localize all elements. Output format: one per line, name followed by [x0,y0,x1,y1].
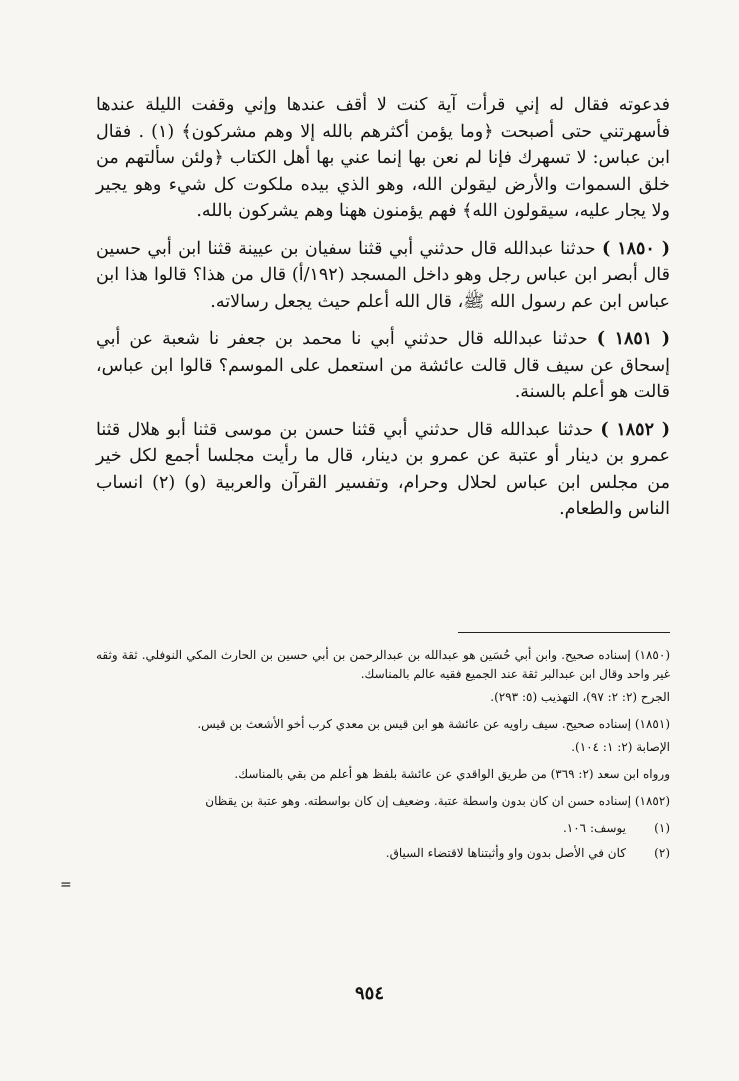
hadith-text: حدثنا عبدالله قال حدثني أبي نا محمد بن جعفر نا شعبة عن أبي إسحاق عن سيف قال قالت عائشة من استعمل على الموسم؟ قالوا ابن عباس، قالت هو أعلم بالسنة. [96,329,670,402]
hadith-number: ( ١٨٥٢ ) [600,419,670,440]
footnote-text: يوسف: ١٠٦. [562,821,626,835]
note-1851: (١٨٥١) إسناده صحيح. سيف راويه عن عائشة هو ابن قيس بن معدي كرب أخو الأشعث بن قيس. [197,717,670,731]
footnote-mark: (٢) [654,846,670,860]
footnote-text: كان في الأصل بدون واو وأثبتناها لاقتضاء السياق. [385,846,626,860]
page-number: ٩٥٤ [354,983,384,1004]
notes-section [96,646,670,869]
hadith-number: ( ١٨٥٠ ) [601,238,670,259]
footnote-2 [96,844,670,863]
hadith-1852 [96,417,670,523]
hadith-number: ( ١٨٥١ ) [596,329,671,349]
note-1851-reference: الإصابة (٢: ١: ١٠٤). [571,740,670,754]
note-1851-more: ورواه ابن سعد (٢: ٣٦٩) من طريق الواقدي عن عائشة بلفظ هو أعلم من بقي بالمناسك. [234,767,670,781]
note-1850: (١٨٥٠) إسناده صحيح. وابن أبي حُسَين هو عبدالله بن عبدالرحمن بن أبي حسين بن الحارث المكي النوفلي. ثقة وثقه غير واحد وقال ابن عبدالبر ثقة عند الجميع فقيه عالم بالمناسك. [96,648,670,681]
hadith-1851 [96,326,670,406]
hadith-1850 [96,236,670,316]
main-text [96,92,670,534]
note-1850-reference: الجرح (٢: ٢: ٩٧)، التهذيب (٥: ٢٩٣). [490,690,670,704]
footnote-1 [96,819,670,838]
note-1852: (١٨٥٢) إسناده حسن ان كان بدون واسطة عتبة. وضعيف إن كان بواسطته. وهو عتبة بن يقظان [205,794,670,808]
continued-mark: = [60,877,72,893]
footnote-mark: (١) [654,821,670,835]
paragraph-continued: فدعوته فقال له إني قرأت آية كنت لا أقف عندها وإني وقفت الليلة عندها فأسهرتني حتى أصبحت ﴿وما يؤمن أكثرهم بالله إلا وهم مشركون﴾ (١) . فقال ابن عباس: لا تسهرك فإنا لم نعن بها إنما عني بها أهل الكتاب ﴿ولئن سألتهم من خلق السموات والأرض ليقولن الله، وهو الذي بيده ملكوت كل شيء وهو يجير ولا يجار عليه، سيقولون الله﴾ فهم يؤمنون ههنا وهم يشركون بالله. [96,95,671,221]
footnote-rule [458,632,670,633]
hadith-text: حدثنا عبدالله قال حدثني أبي قثنا حسن بن موسى قثنا أبو هلال قثنا عمرو بن دينار أو عتبة عن عمرو بن دينار، قال ما رأيت مجلسا أجمع لكل خير من مجلس ابن عباس لحلال وحرام، وتفسير القرآن والعربية (و) (٢) انساب الناس والطعام. [96,419,670,519]
hadith-text: حدثنا عبدالله قال حدثني أبي قثنا سفيان بن عيينة قثنا ابن أبي حسين قال أبصر ابن عباس رجل وهو داخل المسجد (١٩٢/أ) قال من هذا؟ قالوا هذا ابن عباس ابن عم رسول الله ﷺ، قال الله أعلم حيث يجعل رسالاته. [96,238,670,312]
